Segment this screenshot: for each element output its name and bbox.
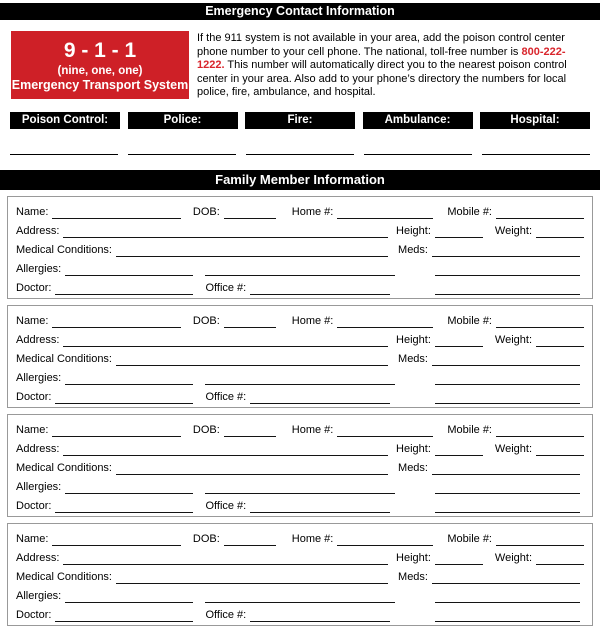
name-blank-line	[52, 205, 180, 219]
medical-conditions-label: Medical Conditions:	[16, 570, 112, 583]
doctor-blank-line	[55, 390, 193, 404]
height-label: Height:	[396, 224, 431, 237]
allergies-blank-line	[65, 262, 193, 276]
member-row-allergies	[16, 366, 584, 385]
mobile-phone-blank-line	[496, 532, 584, 546]
office-phone-label: Office #:	[205, 281, 247, 294]
address-label: Address:	[16, 333, 60, 346]
member-row-address	[16, 219, 584, 238]
doctor-label: Doctor:	[16, 390, 52, 403]
family-section-title: Family Member Information	[0, 170, 600, 190]
fire-label: Fire:	[245, 112, 355, 129]
height-blank-line	[435, 551, 483, 565]
medical-conditions-blank-line	[116, 570, 388, 584]
name-label: Name:	[16, 205, 49, 218]
allergies-blank-line	[65, 480, 193, 494]
hospital-label: Hospital:	[480, 112, 590, 129]
meds-label: Meds:	[398, 243, 428, 256]
weight-label: Weight:	[494, 224, 532, 237]
meds-blank-line-3	[435, 608, 580, 622]
mobile-phone-label: Mobile #:	[447, 423, 492, 436]
address-label: Address:	[16, 442, 60, 455]
name-blank-line	[52, 314, 180, 328]
family-member-block	[7, 414, 593, 517]
member-row-medical	[16, 565, 584, 584]
height-label: Height:	[396, 551, 431, 564]
name-label: Name:	[16, 314, 49, 327]
office-phone-blank-line	[250, 608, 390, 622]
member-row-medical	[16, 238, 584, 257]
meds-blank-line	[432, 352, 580, 366]
meds-blank-line	[432, 570, 580, 584]
office-phone-label: Office #:	[205, 390, 247, 403]
poison-control-phone-number: 800-222-1222.	[197, 45, 566, 72]
home-phone-label: Home #:	[291, 423, 334, 436]
doctor-blank-line	[55, 499, 193, 513]
allergies-blank-line	[65, 589, 193, 603]
address-blank-line	[63, 442, 388, 456]
weight-blank-line	[536, 551, 584, 565]
member-row-doctor	[16, 385, 584, 404]
weight-blank-line	[536, 333, 584, 347]
meds-blank-line-3	[435, 281, 580, 295]
meds-label: Meds:	[398, 570, 428, 583]
ambulance-blank-line	[364, 154, 472, 155]
address-label: Address:	[16, 551, 60, 564]
emergency-911-badge	[11, 31, 189, 99]
dob-label: DOB:	[192, 532, 220, 545]
allergies-blank-line-2	[205, 480, 395, 494]
name-label: Name:	[16, 532, 49, 545]
family-member-block	[7, 196, 593, 299]
home-phone-label: Home #:	[291, 532, 334, 545]
home-phone-blank-line	[337, 314, 433, 328]
home-phone-label: Home #:	[291, 314, 334, 327]
police-blank-line	[128, 154, 236, 155]
dob-blank-line	[224, 314, 276, 328]
height-blank-line	[435, 333, 483, 347]
member-row-doctor	[16, 276, 584, 295]
office-phone-label: Office #:	[205, 608, 247, 621]
badge-911-number: 9 - 1 - 1	[63, 38, 137, 62]
emergency-contact-blank-lines-row	[10, 154, 590, 155]
office-phone-blank-line	[250, 390, 390, 404]
member-row-name	[16, 309, 584, 328]
allergies-label: Allergies:	[16, 589, 62, 602]
badge-911-subtitle: (nine, one, one)	[57, 64, 143, 77]
member-row-medical	[16, 347, 584, 366]
emergency-contact-labels-row	[10, 112, 590, 129]
weight-label: Weight:	[494, 333, 532, 346]
allergies-blank-line	[65, 371, 193, 385]
name-label: Name:	[16, 423, 49, 436]
meds-blank-line-3	[435, 499, 580, 513]
member-row-allergies	[16, 475, 584, 494]
office-phone-blank-line	[250, 499, 390, 513]
mobile-phone-label: Mobile #:	[447, 205, 492, 218]
page-title: Emergency Contact Information	[0, 3, 600, 20]
home-phone-blank-line	[337, 532, 433, 546]
allergies-blank-line-2	[205, 371, 395, 385]
address-label: Address:	[16, 224, 60, 237]
mobile-phone-label: Mobile #:	[447, 532, 492, 545]
member-row-name	[16, 200, 584, 219]
family-member-block	[7, 523, 593, 626]
medical-conditions-label: Medical Conditions:	[16, 352, 112, 365]
member-blocks	[0, 196, 600, 626]
member-row-medical	[16, 456, 584, 475]
mobile-phone-label: Mobile #:	[447, 314, 492, 327]
hospital-blank-line	[482, 154, 590, 155]
doctor-label: Doctor:	[16, 608, 52, 621]
member-row-allergies	[16, 257, 584, 276]
dob-blank-line	[224, 205, 276, 219]
intro-section	[11, 31, 590, 100]
medical-conditions-blank-line	[116, 352, 388, 366]
fire-blank-line	[246, 154, 354, 155]
allergies-blank-line-2	[205, 262, 395, 276]
allergies-blank-line-2	[205, 589, 395, 603]
allergies-label: Allergies:	[16, 480, 62, 493]
meds-blank-line-3	[435, 390, 580, 404]
height-blank-line	[435, 442, 483, 456]
address-blank-line	[63, 224, 388, 238]
height-label: Height:	[396, 333, 431, 346]
doctor-blank-line	[55, 281, 193, 295]
office-phone-blank-line	[250, 281, 390, 295]
mobile-phone-blank-line	[496, 205, 584, 219]
dob-label: DOB:	[192, 314, 220, 327]
dob-blank-line	[224, 423, 276, 437]
meds-blank-line	[432, 461, 580, 475]
meds-blank-line-2	[435, 589, 580, 603]
member-row-allergies	[16, 584, 584, 603]
doctor-label: Doctor:	[16, 281, 52, 294]
address-blank-line	[63, 551, 388, 565]
mobile-phone-blank-line	[496, 314, 584, 328]
home-phone-blank-line	[337, 423, 433, 437]
meds-label: Meds:	[398, 352, 428, 365]
family-member-block	[7, 305, 593, 408]
height-blank-line	[435, 224, 483, 238]
home-phone-label: Home #:	[291, 205, 334, 218]
badge-911-caption: Emergency Transport System	[11, 77, 189, 92]
meds-blank-line-2	[435, 371, 580, 385]
height-label: Height:	[396, 442, 431, 455]
instructions-text-after: This number will automatically direct you to the nearest poison control center in your area. Also add to your phone’s directory the numbers for local police, fire, ambulance, and hospital.	[197, 59, 567, 99]
address-blank-line	[63, 333, 388, 347]
allergies-label: Allergies:	[16, 262, 62, 275]
meds-blank-line-2	[435, 480, 580, 494]
dob-blank-line	[224, 532, 276, 546]
meds-label: Meds:	[398, 461, 428, 474]
mobile-phone-blank-line	[496, 423, 584, 437]
medical-conditions-label: Medical Conditions:	[16, 243, 112, 256]
allergies-label: Allergies:	[16, 371, 62, 384]
weight-label: Weight:	[494, 442, 532, 455]
member-row-address	[16, 546, 584, 565]
name-blank-line	[52, 532, 180, 546]
medical-conditions-blank-line	[116, 461, 388, 475]
office-phone-label: Office #:	[205, 499, 247, 512]
medical-conditions-blank-line	[116, 243, 388, 257]
member-row-doctor	[16, 494, 584, 513]
meds-blank-line	[432, 243, 580, 257]
member-row-doctor	[16, 603, 584, 622]
member-row-name	[16, 418, 584, 437]
poison-control-instructions	[197, 31, 590, 100]
medical-conditions-label: Medical Conditions:	[16, 461, 112, 474]
member-row-address	[16, 328, 584, 347]
dob-label: DOB:	[192, 423, 220, 436]
dob-label: DOB:	[192, 205, 220, 218]
weight-blank-line	[536, 442, 584, 456]
home-phone-blank-line	[337, 205, 433, 219]
instructions-text-before: If the 911 system is not available in your area, add the poison control center phone number to your cell phone. The national, toll-free number is	[197, 32, 565, 58]
poison-control-label: Poison Control:	[10, 112, 120, 129]
weight-blank-line	[536, 224, 584, 238]
weight-label: Weight:	[494, 551, 532, 564]
meds-blank-line-2	[435, 262, 580, 276]
member-row-name	[16, 527, 584, 546]
police-label: Police:	[128, 112, 238, 129]
poison-control-blank-line	[10, 154, 118, 155]
doctor-blank-line	[55, 608, 193, 622]
name-blank-line	[52, 423, 180, 437]
member-row-address	[16, 437, 584, 456]
doctor-label: Doctor:	[16, 499, 52, 512]
ambulance-label: Ambulance:	[363, 112, 473, 129]
